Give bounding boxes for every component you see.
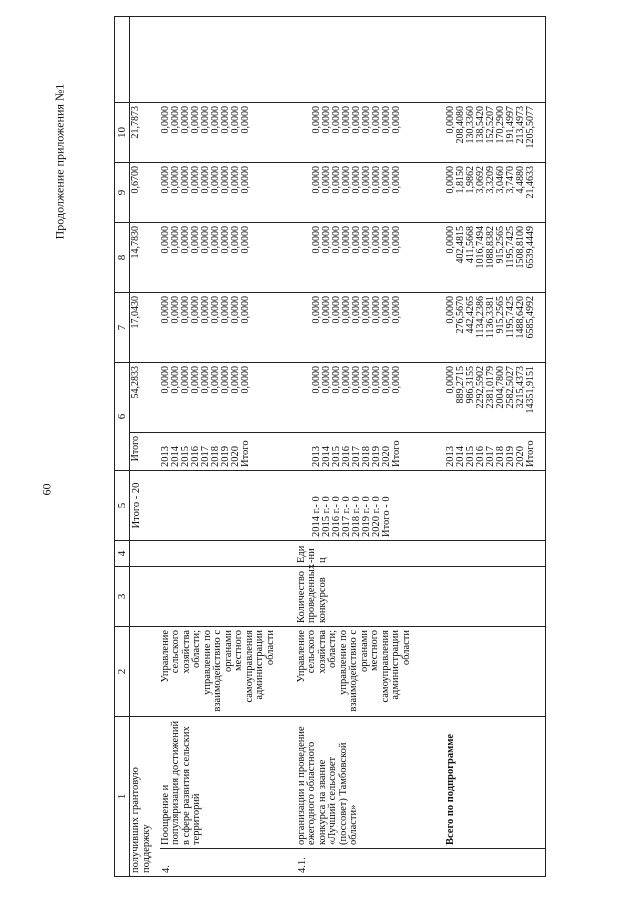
value: 0,0000 <box>179 296 191 324</box>
value: 0,0000 <box>209 106 221 134</box>
value: 915,2565 <box>494 296 506 334</box>
row-41-unit: Еди-ниц <box>296 541 434 567</box>
value: 4,4880 <box>514 166 526 194</box>
empty-cell <box>160 17 296 103</box>
top-row-c10: 0,6700 <box>130 163 160 223</box>
year: 2019 <box>219 446 231 467</box>
value: 0,0000 <box>444 166 456 194</box>
target: 2020 г.- 0 <box>370 496 382 537</box>
year: Итого <box>239 440 251 467</box>
row-4-c9 <box>160 223 296 293</box>
value: 0,0000 <box>169 366 181 394</box>
year: 2018 <box>494 446 506 467</box>
value: 0,0000 <box>310 226 322 254</box>
row-4-name: Поощрение и популяризация достижений в сфере развития сельских территорий <box>160 717 296 849</box>
value: 6585,4992 <box>524 296 536 339</box>
top-row-c8: 17,0430 <box>130 293 160 363</box>
value: 0,0000 <box>169 296 181 324</box>
value: 0,0000 <box>360 166 372 194</box>
year: 2015 <box>464 446 476 467</box>
total-c8 <box>434 293 546 363</box>
value: 0,0000 <box>219 166 231 194</box>
value: 0,0000 <box>189 106 201 134</box>
value: 191,4997 <box>504 106 516 144</box>
value: 0,0000 <box>219 226 231 254</box>
year: 2016 <box>340 446 352 467</box>
value: 0,0000 <box>179 166 191 194</box>
header-col-1: 1 <box>115 717 130 877</box>
value: 0,0000 <box>340 366 352 394</box>
table-row-total <box>434 17 546 877</box>
value: 0,0000 <box>239 366 251 394</box>
row-4-executor: Управление сельского хозяйства области; управление по взаимодействию с органами местного самоуправления администрации области <box>160 627 296 717</box>
value: 0,0000 <box>239 106 251 134</box>
header-col-8: 8 <box>115 223 130 293</box>
total-c10 <box>434 163 546 223</box>
year: Итого <box>524 440 536 467</box>
value: 152,5207 <box>484 106 496 144</box>
value: 0,0000 <box>320 226 332 254</box>
value: 402,4815 <box>454 226 466 264</box>
value: 1136,3381 <box>484 296 496 339</box>
value: 0,0000 <box>209 226 221 254</box>
value: 1,8150 <box>454 166 466 194</box>
total-years <box>434 433 546 471</box>
year: 2014 <box>320 446 332 467</box>
row-41-c9 <box>296 223 434 293</box>
value: 0,0000 <box>320 366 332 394</box>
table-header <box>115 17 130 877</box>
row-41-c10 <box>296 163 434 223</box>
top-row-name: получивших грантовую поддержку <box>130 717 160 877</box>
value: 0,0000 <box>310 366 322 394</box>
value: 0,0000 <box>199 366 211 394</box>
rotated-table <box>114 17 534 877</box>
year: 2014 <box>454 446 466 467</box>
value: 0,0000 <box>390 166 402 194</box>
value: 0,0000 <box>350 166 362 194</box>
value: 0,0000 <box>209 296 221 324</box>
value: 0,0000 <box>370 226 382 254</box>
row-4-c11 <box>160 103 296 163</box>
value: 1205,5077 <box>524 106 536 149</box>
value: 0,0000 <box>219 296 231 324</box>
year: 2020 <box>229 446 241 467</box>
value: 0,0000 <box>159 296 171 324</box>
value: 3,3209 <box>484 166 496 194</box>
value: 1195,7425 <box>504 226 516 269</box>
row-4-c8 <box>160 293 296 363</box>
row-41-executor: Управление сельского хозяйства области; управление по взаимодействию с органами местного самоуправления администрации области <box>296 627 434 717</box>
header-col-2: 2 <box>115 627 130 717</box>
value: 0,0000 <box>159 166 171 194</box>
year: 2014 <box>169 446 181 467</box>
value: 0,0000 <box>159 226 171 254</box>
value: 0,0000 <box>330 296 342 324</box>
value: 0,0000 <box>360 366 372 394</box>
value: 0,0000 <box>189 226 201 254</box>
value: 170,2900 <box>494 106 506 144</box>
value: 0,0000 <box>169 226 181 254</box>
value: 0,0000 <box>320 106 332 134</box>
value: 0,0000 <box>169 166 181 194</box>
value: 1134,2386 <box>474 296 486 339</box>
value: 0,0000 <box>169 106 181 134</box>
value: 0,0000 <box>370 296 382 324</box>
year: 2017 <box>484 446 496 467</box>
value: 0,0000 <box>310 296 322 324</box>
header-col-4: 4 <box>115 541 130 567</box>
year: 2013 <box>310 446 322 467</box>
value: 0,0000 <box>209 166 221 194</box>
value: 0,0000 <box>189 296 201 324</box>
value: 0,0000 <box>199 296 211 324</box>
page-number: 60 <box>39 483 54 496</box>
value: 0,0000 <box>380 166 392 194</box>
target: 2015 г.- 0 <box>320 496 332 537</box>
year: 2013 <box>159 446 171 467</box>
year: 2016 <box>474 446 486 467</box>
target: Итого - 0 <box>380 496 392 537</box>
row-4-c10 <box>160 163 296 223</box>
year: 2020 <box>514 446 526 467</box>
value: 1195,7425 <box>504 296 516 339</box>
target: 2016 г.- 0 <box>330 496 342 537</box>
year: 2020 <box>380 446 392 467</box>
top-row-c7: 54,2833 <box>130 363 160 433</box>
row-41-c8 <box>296 293 434 363</box>
empty-cell <box>434 541 546 567</box>
year: Итого <box>390 440 402 467</box>
value: 0,0000 <box>229 296 241 324</box>
value: 0,0000 <box>229 366 241 394</box>
value: 0,0000 <box>179 106 191 134</box>
value: 0,0000 <box>444 226 456 254</box>
value: 0,0000 <box>239 166 251 194</box>
value: 3,0460 <box>494 166 506 194</box>
value: 0,0000 <box>370 106 382 134</box>
row-4-c7 <box>160 363 296 433</box>
value: 0,0000 <box>340 226 352 254</box>
total-c9 <box>434 223 546 293</box>
value: 0,0000 <box>219 106 231 134</box>
value: 208,4080 <box>454 106 466 144</box>
value: 21,4633 <box>524 166 536 199</box>
value: 411,5668 <box>464 226 476 264</box>
value: 0,0000 <box>340 106 352 134</box>
value: 2582,5027 <box>504 366 516 409</box>
value: 0,0000 <box>229 166 241 194</box>
value: 0,0000 <box>310 106 322 134</box>
value: 0,0000 <box>390 366 402 394</box>
row-41-c11 <box>296 103 434 163</box>
value: 0,0000 <box>179 366 191 394</box>
row-41-targets <box>296 471 434 541</box>
target: 2018 г.- 0 <box>350 496 362 537</box>
value: 0,0000 <box>360 226 372 254</box>
row-41-name: организации и проведение ежегодного областного конкурса на звание «Лучший сельсовет (поссовет) Тамбовской области» <box>296 717 434 849</box>
value: 276,5670 <box>454 296 466 334</box>
year: 2015 <box>179 446 191 467</box>
empty-cell <box>130 17 160 103</box>
empty-cell <box>130 567 160 627</box>
value: 0,0000 <box>229 226 241 254</box>
empty-cell <box>160 541 296 567</box>
empty-cell <box>296 17 434 103</box>
top-row-c9: 14,7830 <box>130 223 160 293</box>
value: 1088,8382 <box>484 226 496 269</box>
table-row-4-1 <box>296 17 434 877</box>
year: 2015 <box>330 446 342 467</box>
value: 2381,0179 <box>484 366 496 409</box>
value: 0,0000 <box>350 296 362 324</box>
header-col-9: 9 <box>115 163 130 223</box>
value: 0,0000 <box>330 166 342 194</box>
header-col-empty <box>115 17 130 103</box>
target: 2019 г.- 0 <box>360 496 372 537</box>
empty-cell <box>434 627 546 717</box>
value: 0,0000 <box>229 106 241 134</box>
value: 0,0000 <box>209 366 221 394</box>
page-heading: Продолжение приложения №1 <box>52 83 67 240</box>
value: 0,0000 <box>360 106 372 134</box>
target: 2017 г.- 0 <box>340 496 352 537</box>
empty-cell <box>434 567 546 627</box>
empty-cell <box>434 849 546 877</box>
row-41-indicator: Количество проведенных конкурсов <box>296 567 434 627</box>
value: 0,0000 <box>444 366 456 394</box>
row-41-number: 4.1. <box>296 849 434 877</box>
value: 2292,5902 <box>474 366 486 409</box>
top-row-c11: 21,7873 <box>130 103 160 163</box>
target: 2014 г.- 0 <box>310 496 322 537</box>
value: 0,0000 <box>380 106 392 134</box>
value: 0,0000 <box>370 166 382 194</box>
row-4-years <box>160 433 296 471</box>
year: 2018 <box>360 446 372 467</box>
header-col-10: 10 <box>115 103 130 163</box>
header-col-6: 6 <box>115 363 130 471</box>
empty-cell <box>434 471 546 541</box>
value: 986,3155 <box>464 366 476 404</box>
header-col-7: 7 <box>115 293 130 363</box>
value: 0,0000 <box>390 296 402 324</box>
value: 0,0000 <box>199 226 211 254</box>
year: 2013 <box>444 446 456 467</box>
value: 0,0000 <box>320 296 332 324</box>
value: 2004,7800 <box>494 366 506 409</box>
program-table <box>114 16 546 877</box>
value: 0,0000 <box>239 296 251 324</box>
row-41-c7 <box>296 363 434 433</box>
value: 0,0000 <box>390 226 402 254</box>
value: 0,0000 <box>444 296 456 324</box>
value: 0,0000 <box>320 166 332 194</box>
value: 0,0000 <box>219 366 231 394</box>
table-row-4 <box>160 17 296 877</box>
empty-cell <box>130 627 160 717</box>
value: 0,0000 <box>330 106 342 134</box>
value: 0,0000 <box>159 366 171 394</box>
value: 915,2565 <box>494 226 506 264</box>
table-frame <box>114 17 534 877</box>
value: 0,0000 <box>310 166 322 194</box>
value: 1016,7494 <box>474 226 486 269</box>
year: 2019 <box>370 446 382 467</box>
top-row-label: Итого <box>130 433 160 471</box>
value: 1508,8100 <box>514 226 526 269</box>
value: 138,5420 <box>474 106 486 144</box>
row-41-years <box>296 433 434 471</box>
value: 1,9862 <box>464 166 476 194</box>
value: 0,0000 <box>350 226 362 254</box>
total-c11 <box>434 103 546 163</box>
value: 442,4265 <box>464 296 476 334</box>
top-row-target: Итого - 20 <box>130 471 160 541</box>
value: 0,0000 <box>179 226 191 254</box>
value: 0,0000 <box>330 366 342 394</box>
value: 1488,6420 <box>514 296 526 339</box>
value: 14351,9151 <box>524 366 536 414</box>
value: 0,0000 <box>380 296 392 324</box>
empty-cell <box>160 567 296 627</box>
value: 0,0000 <box>350 366 362 394</box>
header-col-3: 3 <box>115 567 130 627</box>
year: 2017 <box>199 446 211 467</box>
value: 0,0000 <box>340 296 352 324</box>
value: 0,0000 <box>390 106 402 134</box>
value: 6539,4449 <box>524 226 536 269</box>
value: 0,0000 <box>239 226 251 254</box>
value: 0,0000 <box>360 296 372 324</box>
value: 0,0000 <box>380 366 392 394</box>
total-c7 <box>434 363 546 433</box>
empty-cell <box>130 541 160 567</box>
value: 130,3360 <box>464 106 476 144</box>
value: 0,0000 <box>350 106 362 134</box>
value: 0,0000 <box>189 366 201 394</box>
value: 0,0000 <box>370 366 382 394</box>
year: 2018 <box>209 446 221 467</box>
value: 213,4973 <box>514 106 526 144</box>
empty-cell <box>434 17 546 103</box>
value: 0,0000 <box>444 106 456 134</box>
value: 0,0000 <box>159 106 171 134</box>
value: 0,0000 <box>199 166 211 194</box>
value: 0,0000 <box>380 226 392 254</box>
header-row <box>115 17 130 877</box>
year: 2019 <box>504 446 516 467</box>
year: 2016 <box>189 446 201 467</box>
table-row-top <box>130 17 160 877</box>
year: 2017 <box>350 446 362 467</box>
empty-cell <box>160 471 296 541</box>
total-row-name: Всего по подпрограмме <box>434 717 546 849</box>
row-4-number: 4. <box>160 849 296 877</box>
value: 0,0000 <box>330 226 342 254</box>
value: 0,0000 <box>189 166 201 194</box>
value: 0,0000 <box>340 166 352 194</box>
value: 3,7470 <box>504 166 516 194</box>
value: 3,0692 <box>474 166 486 194</box>
header-col-5: 5 <box>115 471 130 541</box>
value: 0,0000 <box>199 106 211 134</box>
value: 889,2715 <box>454 366 466 404</box>
value: 3215,4373 <box>514 366 526 409</box>
